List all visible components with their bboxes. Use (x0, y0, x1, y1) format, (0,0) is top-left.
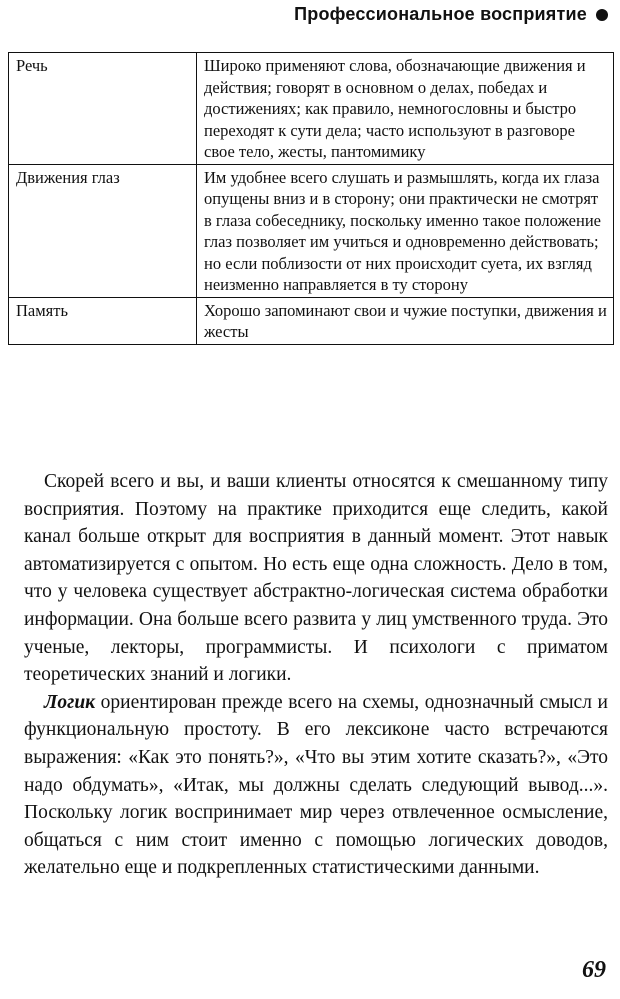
table-row (9, 297, 614, 344)
page-number: 69 (582, 957, 606, 983)
body-text (24, 468, 608, 882)
row-text-eye-movements: Им удобнее всего слушать и размышлять, когда их глаза опущены вниз и в сторону; они практически не смотрят в глаза собеседнику, поскольку именно такое положение глаз позволяет им учиться и одновременно действовать; но если поблизости от них происходит суета, их взгляд неизменно направляется в ту сторону (197, 164, 614, 297)
running-header (294, 4, 608, 25)
paragraph-logician (24, 689, 608, 882)
row-label-memory: Память (9, 297, 197, 344)
row-label-speech: Речь (9, 53, 197, 165)
term-logician: Логик (44, 691, 96, 713)
table-row (9, 164, 614, 297)
table-row (9, 53, 614, 165)
row-label-eye-movements: Движения глаз (9, 164, 197, 297)
row-text-memory: Хорошо запоминают свои и чужие поступки, движения и жесты (197, 297, 614, 344)
running-title: Профессиональное восприятие (294, 4, 587, 24)
paragraph-logician-text: ориентирован прежде всего на схемы, однозначный смысл и функциональную простоту. В его лексиконе часто встречаются выражения: «Как это понять?», «Что вы этим хотите сказать?», «Это надо обдумать», «Итак, мы должны сделать следующий вывод...». Поскольку логик воспринимает мир через отвлеченное осмысление, общаться с ним стоит именно с помощью логических доводов, желательно еще и подкрепленных статистическими данными. (24, 691, 608, 879)
traits-table (8, 52, 614, 345)
row-text-speech: Широко применяют слова, обозначающие движения и действия; говорят в основном о делах, победах и достижениях; как правило, немногословны и быстро переходят к сути дела; часто используют в разговоре свое тело, жесты, пантомимику (197, 53, 614, 165)
bullet-icon (596, 9, 608, 21)
paragraph-mixed-perception: Скорей всего и вы, и ваши клиенты относятся к смешанному типу восприятия. Поэтому на практике приходится еще следить, какой канал больше открыт для восприятия в данный момент. Этот навык автоматизируется с опытом. Но есть еще одна сложность. Дело в том, что у человека существует абстрактно-логическая система обработки информации. Она больше всего развита у лиц умственного труда. Это ученые, лекторы, программисты. И психологи с приматом теоретических знаний и логики. (24, 471, 608, 686)
